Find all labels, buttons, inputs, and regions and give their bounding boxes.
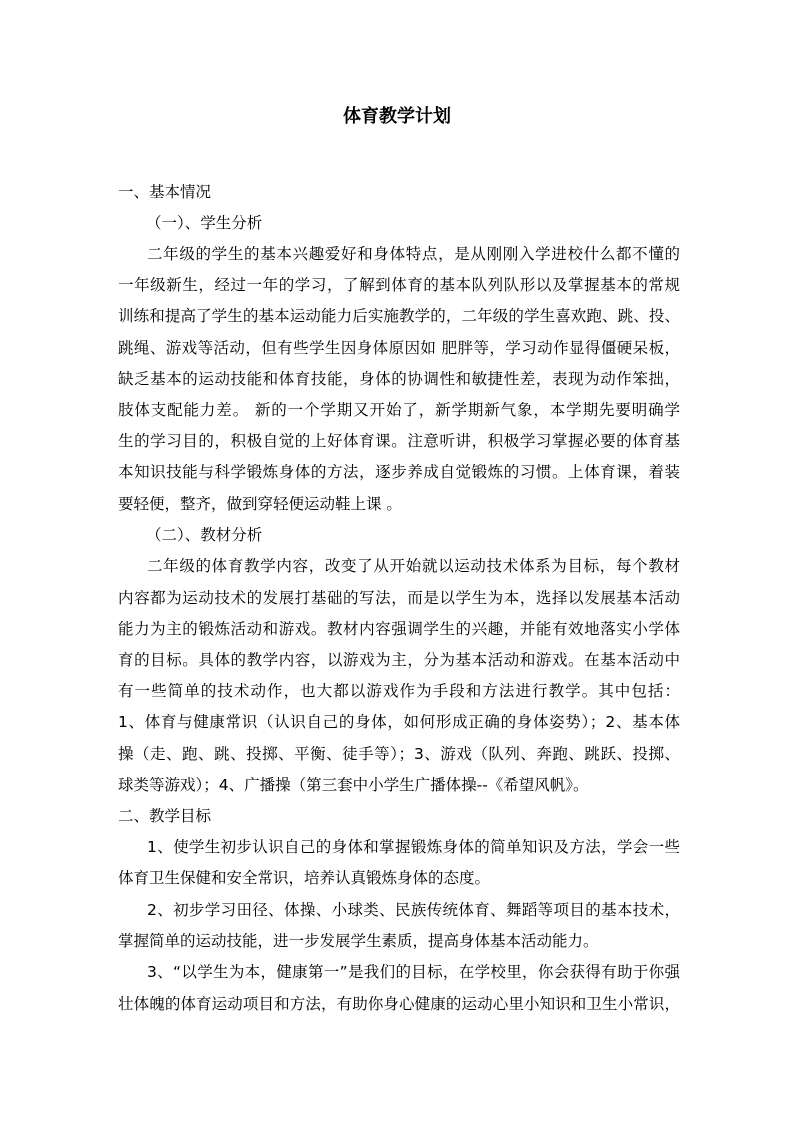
paragraph-line: 能力为主的锻炼活动和游戏。教材内容强调学生的兴趣，并能有效地落实小学体 <box>118 620 680 638</box>
paragraph-line: 跳绳、游戏等活动，但有些学生因身体原因如 肥胖等，学习动作显得僵硬呆板， <box>118 339 680 357</box>
paragraph-line: 掌握简单的运动技能，进一步发展学生素质，提高身体基本活动能力。 <box>118 932 599 950</box>
section-heading-teaching-goals: 二、教学目标 <box>118 807 212 825</box>
paragraph-line: 体育卫生保健和安全常识，培养认真锻炼身体的态度。 <box>118 869 491 887</box>
paragraph-line: 二年级的学生的基本兴趣爱好和身体特点，是从刚刚入学进校什么都不懂的 <box>147 245 680 263</box>
paragraph-line: 有一些简单的技术动作，也大都以游戏作为手段和方法进行教学。其中包括： <box>118 682 680 700</box>
paragraph-line: 缺乏基本的运动技能和体育技能，身体的协调性和敏捷性差，表现为动作笨拙， <box>118 370 680 388</box>
paragraph-line: 本知识技能与科学锻炼身体的方法，逐步养成自觉锻炼的习惯。上体育课，着装 <box>118 463 680 481</box>
paragraph-line: 一年级新生，经过一年的学习，了解到体育的基本队列队形以及掌握基本的常规 <box>118 276 680 294</box>
paragraph-line: 育的目标。具体的教学内容，以游戏为主，分为基本活动和游戏。在基本活动中 <box>118 651 680 669</box>
paragraph-line: 1、体育与健康常识（认识自己的身体，如何形成正确的身体姿势）；2、基本体 <box>118 713 680 731</box>
paragraph-line: 生的学习目的，积极自觉的上好体育课。注意听讲，积极学习掌握必要的体育基 <box>118 432 680 450</box>
paragraph-line: 1、使学生初步认识自己的身体和掌握锻炼身体的简单知识及方法，学会一些 <box>147 838 680 856</box>
paragraph-line: 球类等游戏）；4、广播操（第三套中小学生广播体操--《希望风帆》。 <box>118 776 589 794</box>
subheading-material-analysis: （二）、教材分析 <box>146 526 263 544</box>
paragraph-line: 内容都为运动技术的发展打基础的写法，而是以学生为本，选择以发展基本活动 <box>118 589 680 607</box>
paragraph-line: 二年级的体育教学内容，改变了从开始就以运动技术体系为目标，每个教材 <box>147 557 680 575</box>
paragraph-line: 2、初步学习田径、体操、小球类、民族传统体育、舞蹈等项目的基本技术， <box>147 901 680 919</box>
paragraph-line: 3、“以学生为本，健康第一”是我们的目标，在学校里，你会获得有助于你强 <box>147 963 680 981</box>
paragraph-line: 操（走、跑、跳、投掷、平衡、徒手等）；3、游戏（队列、奔跑、跳跃、投掷、 <box>118 745 680 763</box>
document-title: 体育教学计划 <box>343 106 451 127</box>
paragraph-line: 训练和提高了学生的基本运动能力后实施教学的，二年级的学生喜欢跑、跳、投、 <box>118 307 680 325</box>
paragraph-line: 壮体魄的体育运动项目和方法，有助你身心健康的运动心里小知识和卫生小常识， <box>118 995 680 1013</box>
paragraph-line: 肢体支配能力差。 新的一个学期又开始了，新学期新气象，本学期先要明确学 <box>118 401 680 419</box>
subheading-student-analysis: （一）、学生分析 <box>146 214 263 232</box>
paragraph-line: 要轻便，整齐，做到穿轻便运动鞋上课 。 <box>118 495 402 513</box>
section-heading-basic-info: 一、基本情况 <box>118 183 212 201</box>
